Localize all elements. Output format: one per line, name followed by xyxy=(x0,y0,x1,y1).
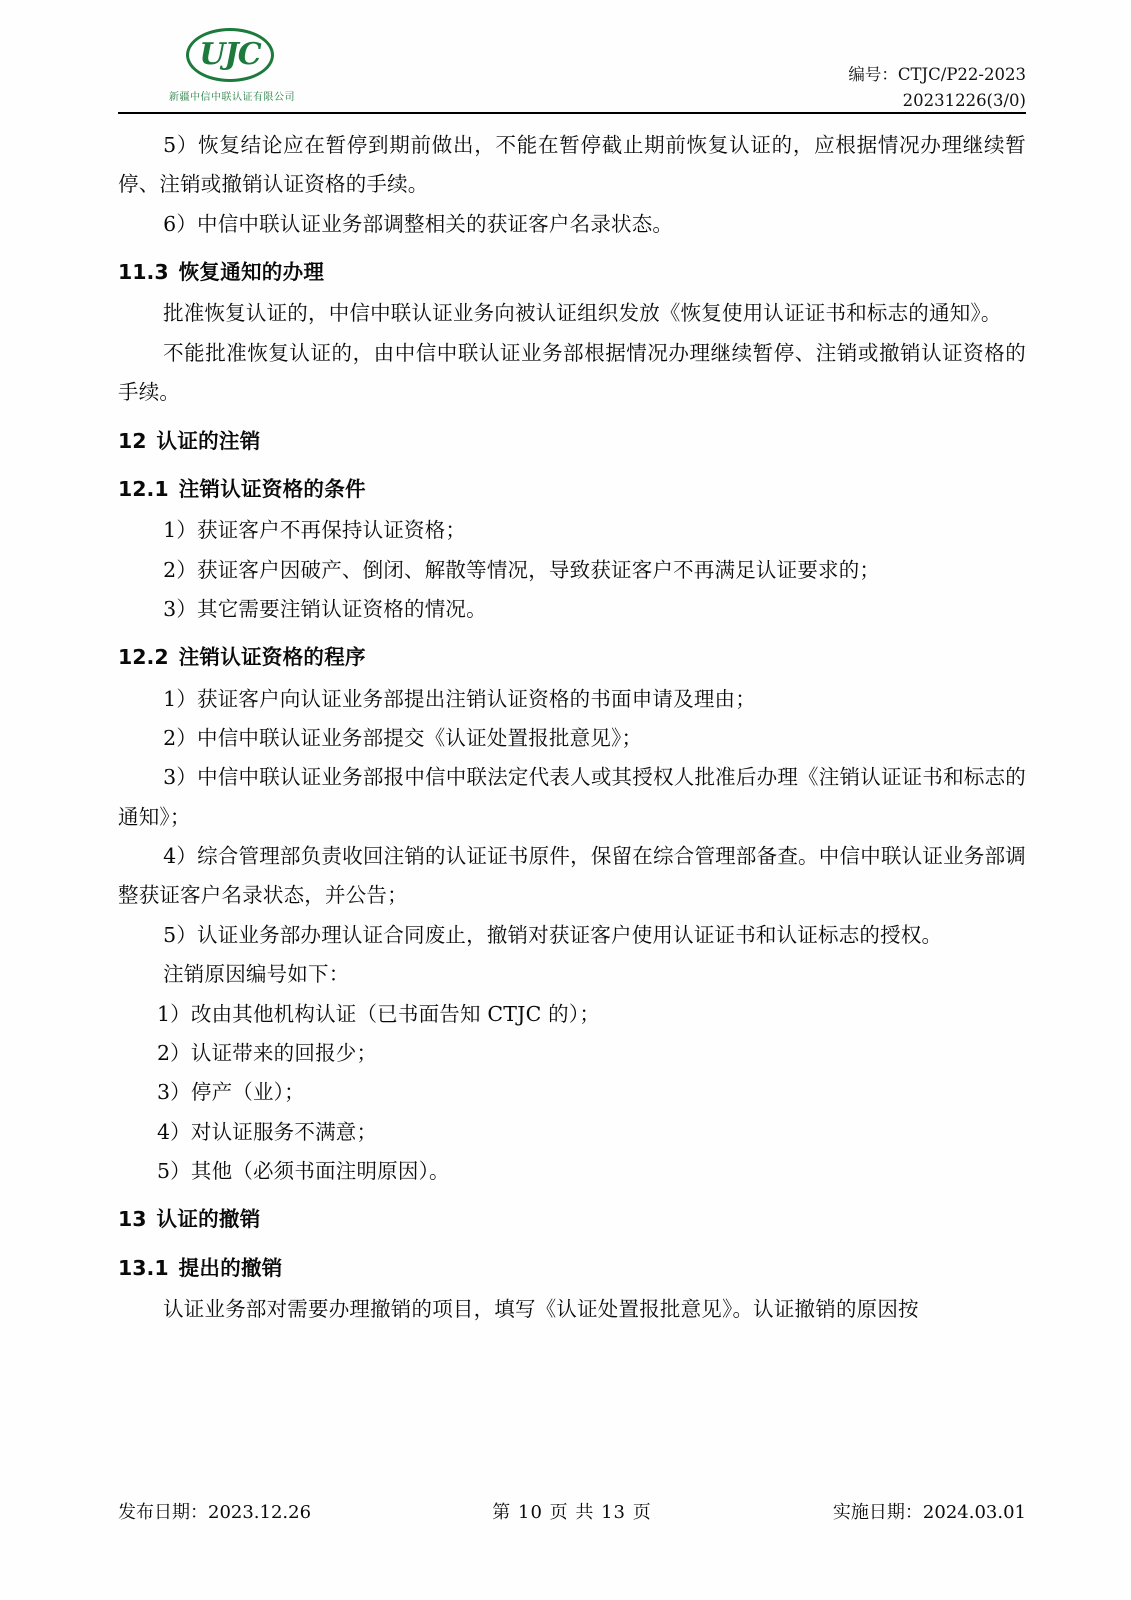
paragraph: 批准恢复认证的，中信中联认证业务向被认证组织发放《恢复使用认证证书和标志的通知》。 xyxy=(163,301,1002,326)
issue-date: 发布日期：2023.12.26 xyxy=(118,1502,312,1523)
list-item: 3）中信中联认证业务部报中信中联法定代表人或其授权人批准后办理《注销认证证书和标志的通知》； xyxy=(118,765,1026,829)
page-header xyxy=(118,22,1026,110)
list-item: 4）对认证服务不满意； xyxy=(156,1119,378,1144)
list-item: 2）中信中联认证业务部提交《认证处置报批意见》； xyxy=(163,726,643,751)
company-logo xyxy=(132,28,332,103)
logo-icon xyxy=(186,28,278,86)
header-doc-info xyxy=(848,62,1026,113)
section-number: 13.1 xyxy=(118,1255,169,1280)
paragraph: 不能批准恢复认证的，由中信中联认证业务部根据情况办理继续暂停、注销或撤销认证资格的手续。 xyxy=(118,340,1026,405)
list-item: 2）认证带来的回报少； xyxy=(156,1040,378,1065)
section-heading xyxy=(118,1249,1026,1288)
section-title: 注销认证资格的程序 xyxy=(178,645,366,670)
section-number: 12.1 xyxy=(118,476,169,501)
section-title: 认证的撤销 xyxy=(156,1207,261,1232)
section-number: 11.3 xyxy=(118,260,169,285)
section-number: 13 xyxy=(118,1207,147,1232)
list-item: 1）获证客户不再保持认证资格； xyxy=(163,518,467,543)
section-heading xyxy=(118,470,1026,509)
section-heading xyxy=(118,1200,1026,1239)
document-body xyxy=(118,126,1026,1329)
paragraph: 认证业务部对需要办理撤销的项目，填写《认证处置报批意见》。认证撤销的原因按 xyxy=(163,1297,919,1322)
section-title: 提出的撤销 xyxy=(178,1255,283,1280)
list-item: 1）改由其他机构认证（已书面告知 CTJC 的）； xyxy=(156,1001,601,1026)
section-heading xyxy=(118,638,1026,677)
list-item: 5）认证业务部办理认证合同废止，撤销对获证客户使用认证证书和认证标志的授权。 xyxy=(163,922,943,947)
header-divider xyxy=(118,112,1026,114)
page-footer xyxy=(118,1498,1026,1524)
effective-date: 实施日期：2024.03.01 xyxy=(832,1502,1026,1523)
section-title: 注销认证资格的条件 xyxy=(178,476,366,501)
paragraph: 6）中信中联认证业务部调整相关的获证客户名录状态。 xyxy=(163,211,674,236)
doc-number: 编号：CTJC/P22-2023 xyxy=(848,65,1026,84)
logo-caption: 新疆中信中联认证有限公司 xyxy=(169,92,295,103)
section-title: 认证的注销 xyxy=(156,428,261,453)
list-item: 3）其它需要注销认证资格的情况。 xyxy=(163,596,487,621)
section-title: 恢复通知的办理 xyxy=(178,260,325,285)
list-item: 4）综合管理部负责收回注销的认证证书原件，保留在综合管理部备查。中信中联认证业务部调整获证客户名录状态，并公告； xyxy=(118,844,1026,908)
list-item: 3）停产（业）； xyxy=(156,1080,305,1105)
section-heading xyxy=(118,422,1026,461)
paragraph: 注销原因编号如下： xyxy=(163,962,350,987)
paragraph: 5）恢复结论应在暂停到期前做出，不能在暂停截止期前恢复认证的，应根据情况办理继续暂停、注销或撤销认证资格的手续。 xyxy=(118,133,1026,197)
page-number: 第 10 页 共 13 页 xyxy=(492,1502,652,1523)
doc-revision: 20231226(3/0) xyxy=(902,90,1026,110)
section-heading xyxy=(118,253,1026,292)
section-number: 12 xyxy=(118,428,147,453)
logo-monogram: UJC xyxy=(199,37,261,72)
list-item: 1）获证客户向认证业务部提出注销认证资格的书面申请及理由； xyxy=(163,686,756,711)
section-number: 12.2 xyxy=(118,645,169,670)
list-item: 2）获证客户因破产、倒闭、解散等情况，导致获证客户不再满足认证要求的； xyxy=(163,557,881,582)
list-item: 5）其他（必须书面注明原因）。 xyxy=(156,1158,450,1183)
